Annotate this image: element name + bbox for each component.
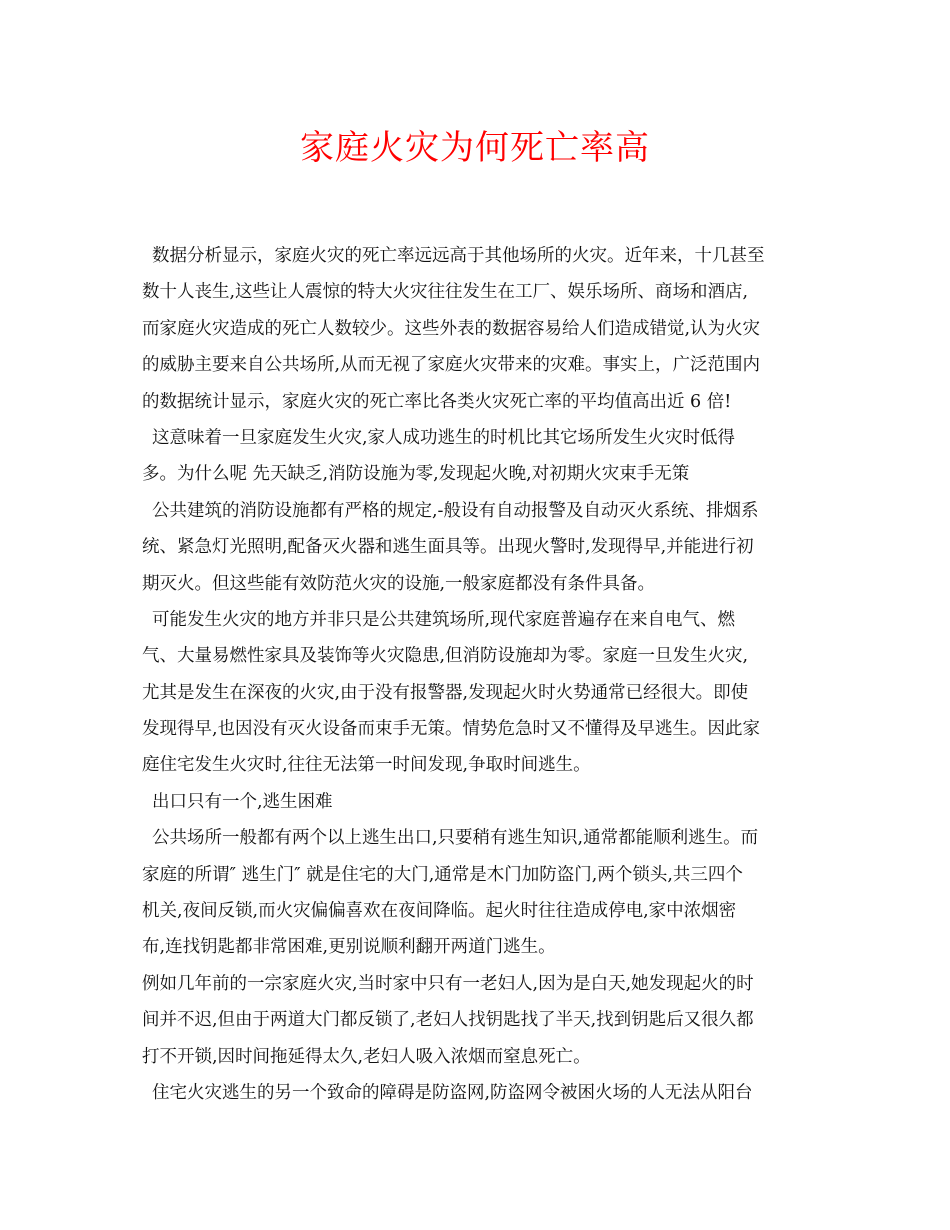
body-line: 可能发生火灾的地方并非只是公共建筑场所,现代家庭普遍存在来自电气、燃 — [152, 609, 736, 630]
body-line: 出口只有一个,逃生困难 — [152, 791, 333, 812]
body-line: 数十人丧生,这些让人震惊的特大火灾往往发生在工厂、娱乐场所、商场和酒店, — [142, 282, 749, 303]
body-line: 而家庭火灾造成的死亡人数较少。这些外表的数据容易给人们造成错觉,认为火灾 — [142, 318, 761, 339]
body-line: 例如几年前的一宗家庭火灾,当时家中只有一老妇人,因为是白天,她发现起火的时 — [142, 973, 754, 994]
body-line: 打不开锁,因时间拖延得太久,老妇人吸入浓烟而窒息死亡。 — [142, 1046, 591, 1067]
body-line: 间并不迟,但由于两道大门都反锁了,老妇人找钥匙找了半天,找到钥匙后又很久都 — [142, 1010, 754, 1031]
body-line: 发现得早,也因没有灭火设备而束手无策。情势危急时又不懂得及早逃生。因此家 — [142, 719, 761, 740]
body-line: 气、大量易燃性家具及装饰等火灾隐患,但消防设施却为零。家庭一旦发生火灾, — [142, 646, 749, 667]
document-body — [142, 238, 810, 1111]
body-line: 这意味着一旦家庭发生火灾,家人成功逃生的时机比其它场所发生火灾时低得 — [152, 427, 736, 448]
page-title: 家庭火灾为何死亡率高 — [300, 128, 650, 168]
body-line: 的威胁主要来自公共场所,从而无视了家庭火灾带来的灾难。事实上，广泛范围内 — [142, 355, 761, 376]
body-line: 布,连找钥匙都非常困难,更别说顺利翻开两道门逃生。 — [142, 937, 556, 958]
body-line: 统、紧急灯光照明,配备灭火器和逃生面具等。出现火警时,发现得早,并能进行初 — [142, 537, 754, 558]
body-line: 公共建筑的消防设施都有严格的规定,-般设有自动报警及自动灭火系统、排烟系 — [152, 500, 759, 521]
body-line: 数据分析显示，家庭火灾的死亡率远远高于其他场所的火灾。近年来，十几甚至 — [152, 246, 765, 266]
body-line: 多。为什么呢 先天缺乏,消防设施为零,发现起火晚,对初期火灾束手无策 — [142, 464, 690, 485]
body-line: 家庭的所谓″ 逃生门″ 就是住宅的大门,通常是木门加防盗门,两个锁头,共三四个 — [142, 864, 743, 885]
body-line: 住宅火灾逃生的另一个致命的障碍是防盗网,防盗网令被困火场的人无法从阳台 — [152, 1082, 753, 1103]
body-line: 机关,夜间反锁,而火灾偏偏喜欢在夜间降临。起火时往往造成停电,家中浓烟密 — [142, 901, 737, 922]
body-line: 公共场所一般都有两个以上逃生出口,只要稍有逃生知识,通常都能顺利逃生。而 — [152, 828, 759, 849]
body-line: 期灭火。但这些能有效防范火灾的设施,一般家庭都没有条件具备。 — [142, 573, 656, 594]
body-line: 尤其是发生在深夜的火灾,由于没有报警器,发现起火时火势通常已经很大。即使 — [142, 682, 749, 703]
body-line: 的数据统计显示，家庭火灾的死亡率比各类火灾死亡率的平均值高出近 6 倍! — [142, 391, 732, 412]
body-line: 庭住宅发生火灾时,往往无法第一时间发现,争取时间逃生。 — [142, 755, 591, 776]
